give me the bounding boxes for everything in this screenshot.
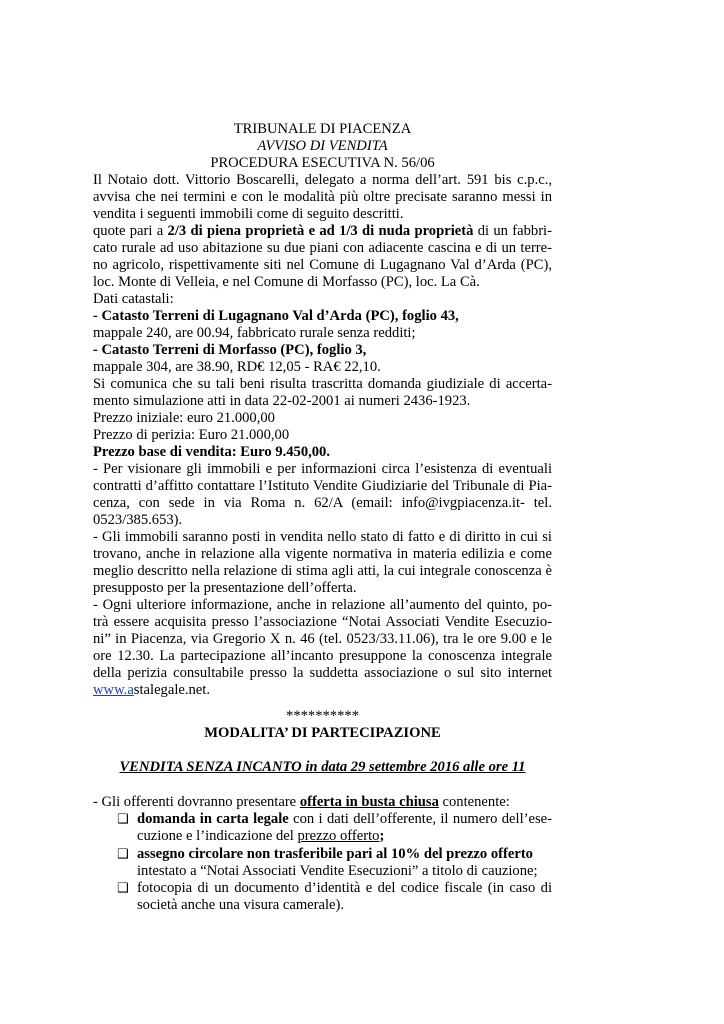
quota-line-4: loc. Monte di Velleia, e nel Comune di Morfasso (PC), loc. La Cà.	[93, 274, 480, 290]
notice-title: AVVISO DI VENDITA	[257, 138, 388, 154]
bullet1-bold: domanda in carta legale	[137, 811, 289, 827]
prezzo-iniziale: Prezzo iniziale: euro 21.000,00	[93, 410, 275, 426]
offerenti-underlined: offerta in busta chiusa	[299, 794, 439, 810]
checkbox-bullet-icon: ❑	[117, 847, 129, 862]
ulteriore-line-1: - Ogni ulteriore informazione, anche in relazione all’aumento del quinto, po-	[93, 597, 552, 613]
court-title: TRIBUNALE DI PIACENZA	[233, 121, 412, 137]
ulteriore-line-2: trà essere acquisita presso l’associazione “Notai Associati Vendite Esecuzio-	[93, 614, 552, 630]
website-line	[93, 682, 552, 699]
checkbox-bullet-icon: ❑	[117, 812, 129, 827]
visionare-line-2: contratti d’affitto contattare l’Istituto Vendite Giudiziarie del Tribunale di Pia-	[93, 478, 552, 494]
prezzo-perizia: Prezzo di perizia: Euro 21.000,00	[93, 427, 290, 443]
procedure-title: PROCEDURA ESECUTIVA N. 56/06	[210, 155, 435, 171]
catasto-item1-title: - Catasto Terreni di Lugagnano Val d’Arda (PC), foglio 43,	[93, 308, 459, 324]
stato-line-3: meglio descritto nella relazione di stima agli atti, la cui integrale conoscenza è	[93, 563, 552, 579]
separator: **********	[286, 708, 359, 724]
checkbox-bullet-icon: ❑	[117, 881, 129, 896]
stato-line-2: trovano, anche in relazione alla vigente normativa in materia edilizia e come	[93, 546, 552, 562]
section-title: MODALITA’ DI PARTECIPAZIONE	[204, 725, 441, 741]
bullet2-line-1: assegno circolare non trasferibile pari al 10% del prezzo offerto	[137, 846, 533, 862]
ulteriore-line-4: ore 12.30. La partecipazione all’incanto presuppone la conoscenza integrale	[93, 648, 552, 664]
catasto-item1-detail: mappale 240, are 00.94, fabbricato rurale senza redditi;	[93, 325, 416, 341]
stato-line-1: - Gli immobili saranno posti in vendita nello stato di fatto e di diritto in cui si	[93, 529, 552, 545]
bullet1-line2-underlined: prezzo offerto	[297, 828, 380, 844]
stato-line-4: presupposto per la presentazione dell’offerta.	[93, 580, 357, 596]
domanda-line-2: mento simulazione atti in data 22-02-2001 ai numeri 2436-1923.	[93, 393, 471, 409]
catasto-item2-detail: mappale 304, are 38.90, RD€ 12,05 - RA€ 22,10.	[93, 359, 381, 375]
bullet1-line-1	[137, 811, 552, 828]
website-link[interactable]: www.a	[93, 682, 134, 698]
bullet1-line2-end: ;	[379, 828, 385, 844]
bullet1-line2-pre: cuzione e l’indicazione del	[137, 828, 298, 844]
quota-prefix: quote pari a	[93, 223, 168, 239]
visionare-line-3: cenza, con sede in via Roma n. 62/A (email: info@ivgpiacenza.it- tel.	[93, 495, 552, 511]
bullet3-line-2: società anche una visura camerale).	[137, 897, 345, 913]
bullet3-line-1: fotocopia di un documento d’identità e del codice fiscale (in caso di	[137, 880, 552, 896]
quota-line-3: no agricolo, rispettivamente siti nel Comune di Lugagnano Val d’Arda (PC),	[93, 257, 552, 273]
offerenti-prefix: - Gli offerenti dovranno presentare	[93, 794, 300, 810]
catasto-item2-title: - Catasto Terreni di Morfasso (PC), foglio 3,	[93, 342, 367, 358]
offerenti-suffix: contenente:	[438, 794, 510, 810]
bullet1-line-2	[137, 828, 552, 845]
visionare-line-1: - Per visionare gli immobili e per informazioni circa l’esistenza di eventuali	[93, 461, 552, 477]
quota-line-1	[93, 223, 552, 240]
bullet2-line-2: intestato a “Notai Associati Vendite Esecuzioni” a titolo di cauzione;	[137, 863, 538, 879]
quota-bold: 2/3 di piena proprietà e ad 1/3 di nuda proprietà	[167, 223, 474, 239]
visionare-line-4: 0523/385.653).	[93, 512, 183, 528]
ulteriore-line-3: ni” in Piacenza, via Gregorio X n. 46 (tel. 0523/33.11.06), tra le ore 9.00 e le	[93, 631, 552, 647]
vendita-title: VENDITA SENZA INCANTO in data 29 settembre 2016 alle ore 11	[119, 759, 526, 775]
domanda-line-1: Si comunica che su tali beni risulta trascritta domanda giudiziale di accerta-	[93, 376, 552, 392]
bullet1-rest: con i dati dell’offerente, il numero dell’ese-	[288, 811, 552, 827]
website-rest: stalegale.net.	[133, 682, 210, 698]
offerenti-line	[93, 794, 552, 811]
prezzo-base: Prezzo base di vendita: Euro 9.450,00.	[93, 444, 331, 460]
intro-line-3: vendita i seguenti immobili come di seguito descritti.	[93, 206, 404, 222]
ulteriore-line-5: della perizia consultabile presso la suddetta associazione o sul sito internet	[93, 665, 552, 681]
quota-line-2: cato rurale ad uso abitazione su due piani con adiacente cascina e di un terre-	[93, 240, 552, 256]
intro-line-2: avvisa che nei termini e con le modalità più oltre precisate saranno messi in	[93, 189, 552, 205]
quota-suffix: di un fabbri-	[473, 223, 552, 239]
intro-line-1: Il Notaio dott. Vittorio Boscarelli, delegato a norma dell’art. 591 bis c.p.c.,	[93, 172, 552, 188]
catasto-label: Dati catastali:	[93, 291, 174, 307]
